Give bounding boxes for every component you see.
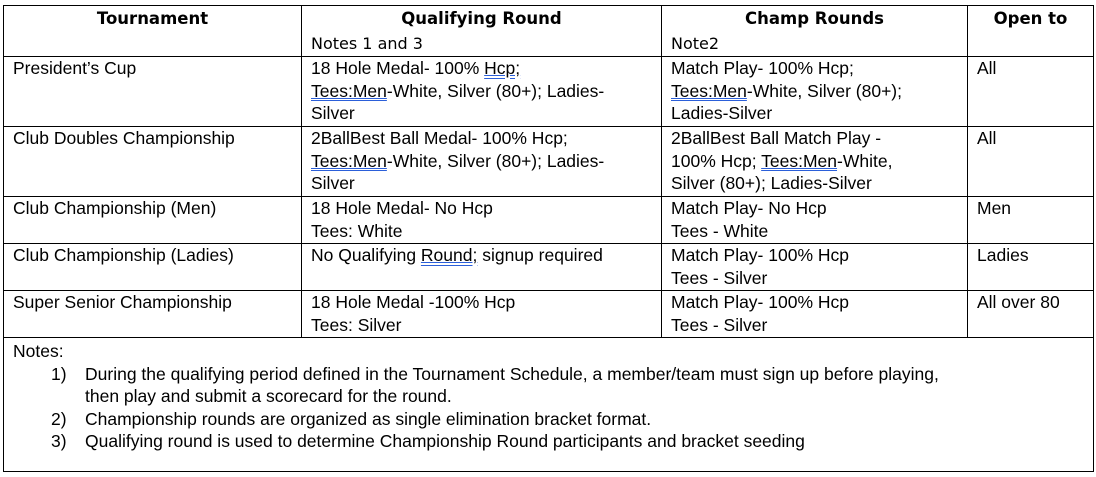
note-text: Championship rounds are organized as single elimination bracket format.	[85, 408, 652, 429]
qualifying-format: 18 Hole Medal- No Hcp Tees: White	[302, 197, 662, 244]
table-row	[4, 197, 1094, 244]
note-number: 1)	[51, 363, 67, 384]
spellcheck-underline: Tees:Men	[311, 80, 387, 101]
tournament-name: Club Championship (Ladies)	[4, 244, 302, 291]
tournament-name: Club Championship (Men)	[4, 197, 302, 244]
subheader-row	[4, 32, 1094, 57]
qualifying-format: 18 Hole Medal -100% Hcp Tees: Silver	[302, 291, 662, 338]
champ-format: Match Play- 100% Hcp; Tees:Men-White, Silver (80+); Ladies-Silver	[662, 57, 968, 127]
tournament-name: President’s Cup	[4, 57, 302, 127]
note-number: 3)	[51, 431, 67, 451]
spellcheck-underline: Tees:Men	[671, 80, 747, 101]
note-text: then play and submit a scorecard for the round.	[85, 386, 452, 406]
header-row	[4, 6, 1094, 33]
subheader-open	[968, 32, 1094, 57]
tournament-name: Club Doubles Championship	[4, 127, 302, 197]
champ-format: Match Play- No Hcp Tees - White	[662, 197, 968, 244]
table-row	[4, 244, 1094, 291]
qualifying-format: 2BallBest Ball Medal- 100% Hcp; Tees:Men-White, Silver (80+); Ladies- Silver	[302, 127, 662, 197]
note-item	[13, 363, 1093, 408]
table-row	[4, 57, 1094, 127]
header-qualifying-round: Qualifying Round	[302, 6, 662, 33]
tournament-name: Super Senior Championship	[4, 291, 302, 338]
open-to: All	[968, 127, 1094, 197]
open-to: All	[968, 57, 1094, 127]
open-to: Men	[968, 197, 1094, 244]
note-item	[13, 408, 1093, 431]
notes-section	[4, 338, 1094, 472]
header-tournament: Tournament	[4, 6, 302, 33]
spellcheck-underline: Hcp;	[484, 58, 521, 78]
subheader-qualifying-notes: Notes 1 and 3	[302, 32, 662, 57]
header-champ-rounds: Champ Rounds	[662, 6, 968, 33]
tournament-document	[3, 5, 1093, 472]
qualifying-format: No Qualifying Round; signup required	[302, 244, 662, 291]
subheader-tournament	[4, 32, 302, 57]
notes-title: Notes:	[13, 341, 64, 361]
note-item	[13, 430, 1093, 453]
spellcheck-underline: Round;	[420, 245, 478, 265]
notes-row	[4, 338, 1094, 472]
notes-list	[13, 363, 1093, 453]
champ-format: Match Play- 100% Hcp Tees - Silver	[662, 244, 968, 291]
subheader-champ-notes: Note2	[662, 32, 968, 57]
spellcheck-underline: Tees:Men	[311, 150, 387, 171]
tournament-table	[3, 5, 1094, 472]
champ-format: 2BallBest Ball Match Play - 100% Hcp; Tees:Men-White, Silver (80+); Ladies-Silver	[662, 127, 968, 197]
table-row	[4, 127, 1094, 197]
note-text: Qualifying round is used to determine Championship Round participants and bracket seeding	[85, 431, 805, 451]
spellcheck-underline: Tees:Men	[761, 150, 838, 171]
note-number: 2)	[51, 408, 67, 429]
qualifying-format: 18 Hole Medal- 100% Hcp; Tees:Men-White, Silver (80+); Ladies- Silver	[302, 57, 662, 127]
table-row	[4, 291, 1094, 338]
note-text: During the qualifying period defined in the Tournament Schedule, a member/team must sign up before playing,	[85, 363, 939, 384]
champ-format: Match Play- 100% Hcp Tees - Silver	[662, 291, 968, 338]
open-to: Ladies	[968, 244, 1094, 291]
open-to: All over 80	[968, 291, 1094, 338]
header-open-to: Open to	[968, 6, 1094, 33]
